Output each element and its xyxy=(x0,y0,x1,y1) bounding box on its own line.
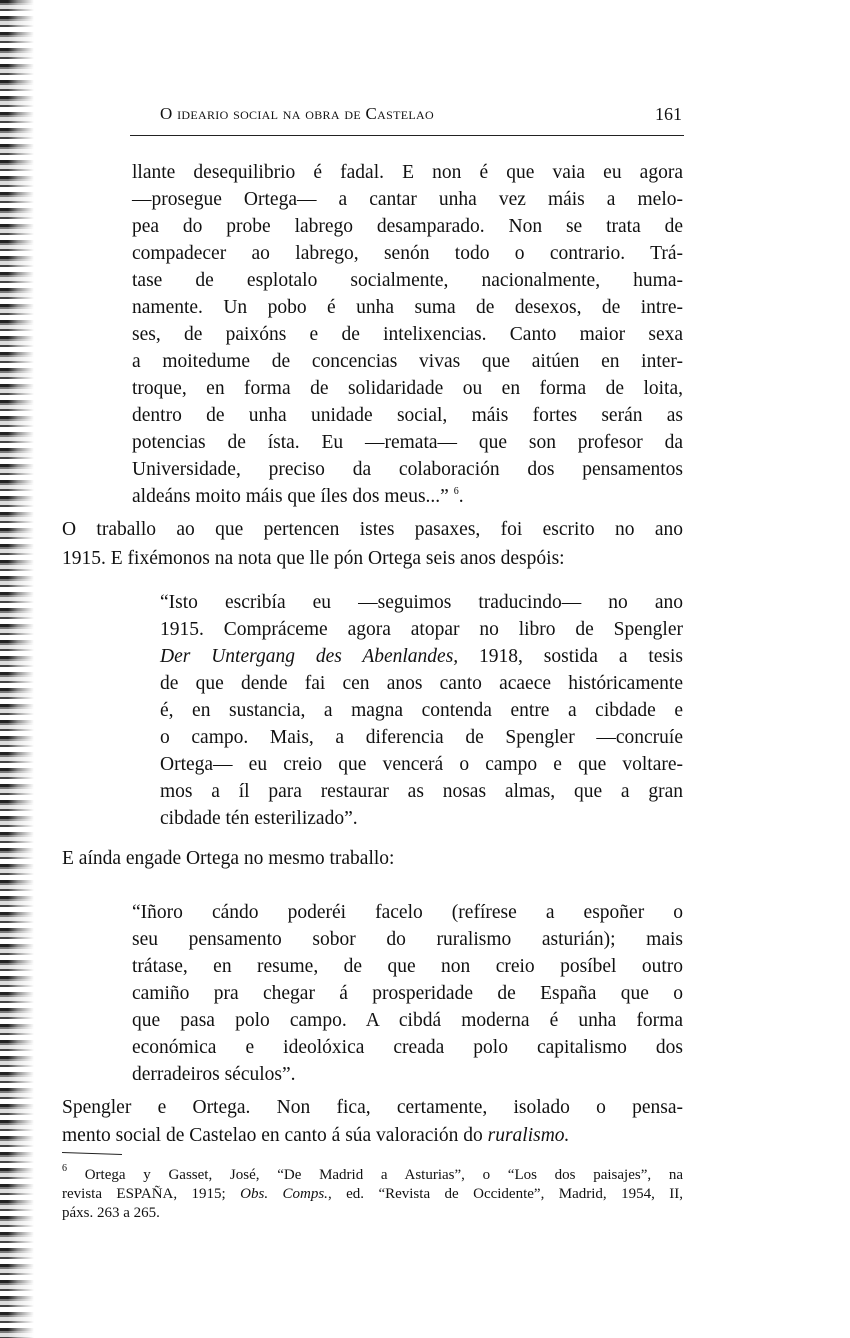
quote-spengler xyxy=(160,589,683,832)
text-line xyxy=(132,186,683,213)
quote-ruralismo xyxy=(132,899,683,1088)
text-segment: pea do probe labrego desamparado. Non se trata de xyxy=(132,216,683,237)
text-segment: que pasa polo campo. A cibdá moderna é unha forma xyxy=(132,1010,683,1031)
text-line xyxy=(160,778,683,805)
text-segment: o campo. Mais, a diferencia de Spengler —concruíe xyxy=(160,727,683,748)
text-line xyxy=(160,616,683,643)
text-line xyxy=(62,1163,683,1185)
text-line xyxy=(62,1204,683,1223)
text-segment: revista ESPAÑA, 1915; xyxy=(62,1186,241,1202)
text-segment: ses, de paixóns e de intelixencias. Canto maior sexa xyxy=(132,324,683,345)
paragraph-spengler-ortega xyxy=(62,1094,683,1150)
text-line xyxy=(132,926,683,953)
text-segment: “Isto escribía eu —seguimos traducindo— no ano xyxy=(160,592,683,613)
text-segment: é, en sustancia, a magna contenda entre a cibdade e xyxy=(160,700,683,721)
text-line xyxy=(132,899,683,926)
text-line xyxy=(160,805,683,832)
text-line xyxy=(132,321,683,348)
text-segment: compadecer ao labrego, senón todo o contrario. Trá- xyxy=(132,243,683,264)
text-line xyxy=(160,589,683,616)
paragraph-traballo xyxy=(62,515,683,573)
text-line xyxy=(132,294,683,321)
quote-ortega-continued xyxy=(132,159,683,510)
text-line xyxy=(132,159,683,186)
text-segment: trátase, en resume, de que non creio posíbel outro xyxy=(132,956,683,977)
text-line xyxy=(132,429,683,456)
text-segment: aldeáns moito máis que íles dos meus...” xyxy=(132,486,454,507)
text-line xyxy=(132,456,683,483)
text-line xyxy=(160,697,683,724)
text-line xyxy=(62,1122,683,1150)
text-segment: seu pensamento sobor do ruralismo asturián); mais xyxy=(132,929,683,950)
text-line xyxy=(132,213,683,240)
text-line xyxy=(132,402,683,429)
text-segment: O traballo ao que pertencen istes pasaxes, foi escrito no ano xyxy=(62,519,683,540)
text-segment: económica e ideolóxica creada polo capitalismo dos xyxy=(132,1037,683,1058)
text-line xyxy=(62,515,683,544)
text-segment: troque, en forma de solidaridade ou en forma de loita, xyxy=(132,378,683,399)
running-title: O ideario social na obra de Castelao xyxy=(160,104,434,123)
text-line xyxy=(132,1034,683,1061)
text-segment: namente. Un pobo é unha suma de desexos, de intre- xyxy=(132,297,683,318)
text-line xyxy=(62,1094,683,1122)
paragraph-engade xyxy=(62,845,683,872)
text-segment: Ortega— eu creio que vencerá o campo e que voltare- xyxy=(160,754,683,775)
text-segment: camiño pra chegar á prosperidade de España que o xyxy=(132,983,683,1004)
text-segment: llante desequilibrio é fadal. E non é que vaia eu agora xyxy=(132,162,683,183)
text-segment: tase de esplotalo socialmente, nacionalmente, huma- xyxy=(132,270,683,291)
text-line xyxy=(132,483,683,510)
text-segment: potencias de ísta. Eu —remata— que son profesor da xyxy=(132,432,683,453)
text-line xyxy=(62,1185,683,1204)
text-line xyxy=(160,751,683,778)
text-line xyxy=(132,980,683,1007)
text-segment: dentro de unha unidade social, máis fortes serán as xyxy=(132,405,683,426)
text-line xyxy=(132,1061,683,1088)
text-segment: derradeiros séculos”. xyxy=(132,1064,296,1085)
text-line xyxy=(132,267,683,294)
running-header xyxy=(160,104,682,128)
text-line xyxy=(62,544,683,573)
italic-text: ruralismo. xyxy=(487,1125,570,1146)
text-segment: de que dende fai cen anos canto acaece históricamente xyxy=(160,673,683,694)
text-segment: Universidade, preciso da colaboración dos pensamentos xyxy=(132,459,683,480)
header-rule xyxy=(130,135,684,136)
footnote-marker: 6 xyxy=(62,1163,67,1174)
text-segment: E aínda engade Ortega no mesmo traballo: xyxy=(62,848,395,869)
text-segment: 1915. E fixémonos na nota que lle pón Ortega seis anos despóis: xyxy=(62,548,565,569)
scan-edge-shadow xyxy=(0,0,34,1338)
text-line xyxy=(160,724,683,751)
text-segment: mento social de Castelao en canto á súa valoración do xyxy=(62,1125,488,1146)
text-line xyxy=(160,670,683,697)
text-line xyxy=(132,375,683,402)
italic-text: Der Untergang des Abenlandes, xyxy=(160,646,459,667)
footnote-marker: 6 xyxy=(453,486,459,497)
italic-text: Obs. Comps. xyxy=(240,1186,328,1202)
text-segment: Ortega y Gasset, José, “De Madrid a Asturias”, o “Los dos paisajes”, na xyxy=(67,1167,683,1183)
text-line xyxy=(132,1007,683,1034)
text-segment: cibdade tén esterilizado”. xyxy=(160,808,358,829)
text-segment: mos a íl para restaurar as nosas almas, que a gran xyxy=(160,781,683,802)
footnote-rule xyxy=(62,1152,122,1155)
text-line xyxy=(160,643,683,670)
text-segment: —prosegue Ortega— a cantar unha vez máis a melo- xyxy=(132,189,683,210)
text-segment: . xyxy=(458,486,464,507)
page-number: 161 xyxy=(655,104,682,124)
text-line xyxy=(62,845,683,872)
text-segment: páxs. 263 a 265. xyxy=(62,1205,160,1221)
text-segment: “Iñoro cándo poderéi facelo (refírese a espoñer o xyxy=(132,902,683,923)
text-segment: Spengler e Ortega. Non fica, certamente, isolado o pensa- xyxy=(62,1097,683,1118)
text-segment: 1918, sostida a tesis xyxy=(458,646,683,667)
text-segment: a moitedume de concencias vivas que aitúen en inter- xyxy=(132,351,683,372)
text-line xyxy=(132,348,683,375)
footnote xyxy=(62,1163,683,1223)
text-line xyxy=(132,953,683,980)
text-line xyxy=(132,240,683,267)
text-segment: 1915. Compráceme agora atopar no libro de Spengler xyxy=(160,619,683,640)
text-segment: , ed. “Revista de Occidente”, Madrid, 1954, II, xyxy=(327,1186,683,1202)
